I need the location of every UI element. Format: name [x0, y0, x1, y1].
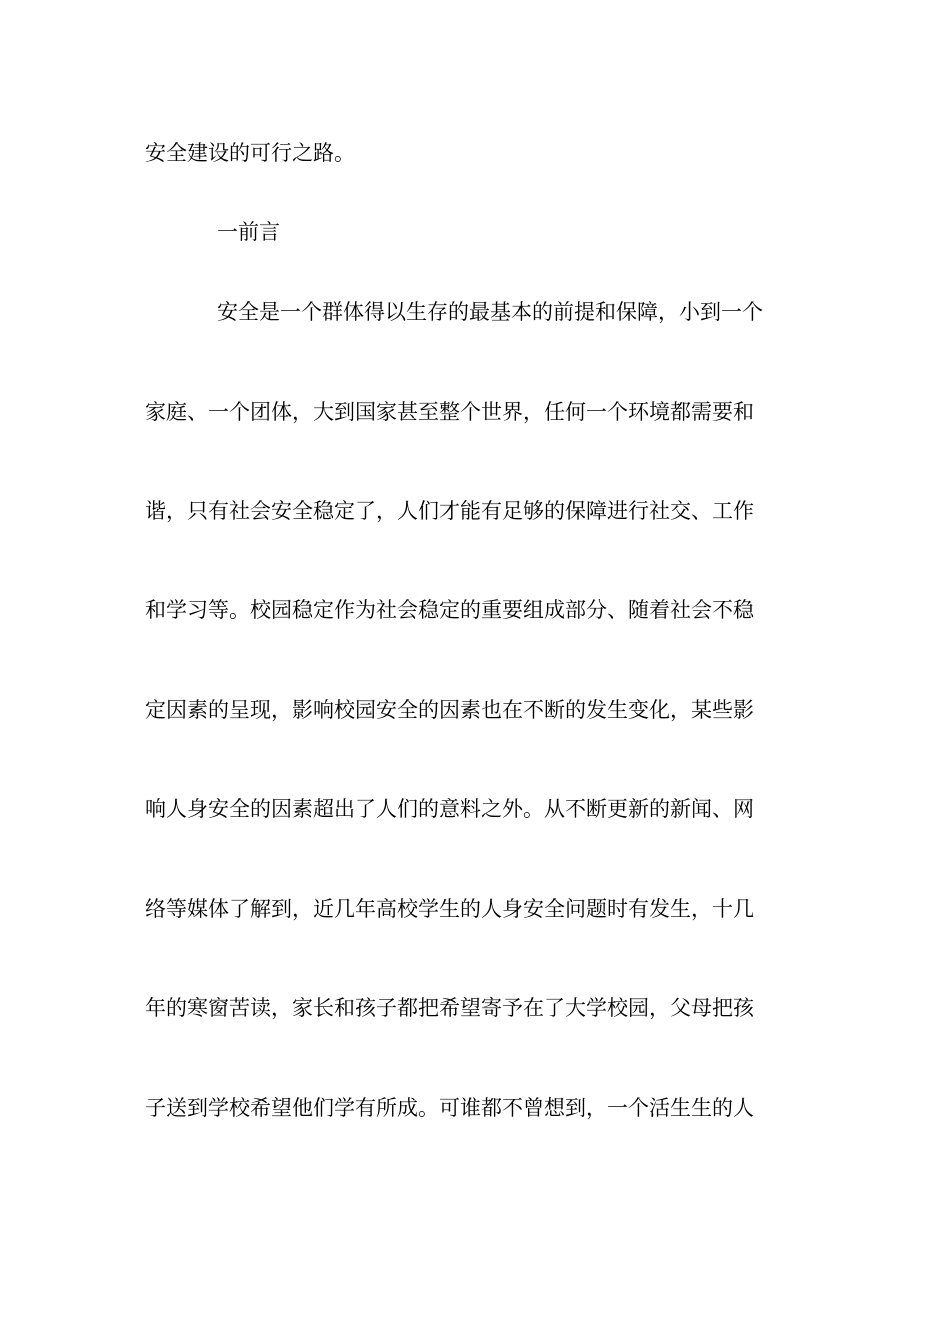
section-heading: 一前言: [217, 220, 280, 244]
text-line: 家庭、一个团体，大到国家甚至整个世界，任何一个环境都需要和: [145, 400, 754, 424]
paragraph-first-line: 安全是一个群体得以生存的最基本的前提和保障，小到一个: [217, 300, 763, 324]
text-line: 安全建设的可行之路。: [145, 141, 355, 165]
text-line: 谐，只有社会安全稳定了，人们才能有足够的保障进行社交、工作: [145, 499, 754, 523]
text-line: 络等媒体了解到，近几年高校学生的人身安全问题时有发生，十几: [145, 897, 754, 921]
text-line: 年的寒窗苦读，家长和孩子都把希望寄予在了大学校园，父母把孩: [145, 996, 754, 1020]
text-line: 响人身安全的因素超出了人们的意料之外。从不断更新的新闻、网: [145, 797, 754, 821]
text-line: 子送到学校希望他们学有所成。可谁都不曾想到，一个活生生的人: [145, 1096, 754, 1120]
text-line: 定因素的呈现，影响校园安全的因素也在不断的发生变化，某些影: [145, 698, 754, 722]
text-line: 和学习等。校园稳定作为社会稳定的重要组成部分、随着社会不稳: [145, 598, 754, 622]
